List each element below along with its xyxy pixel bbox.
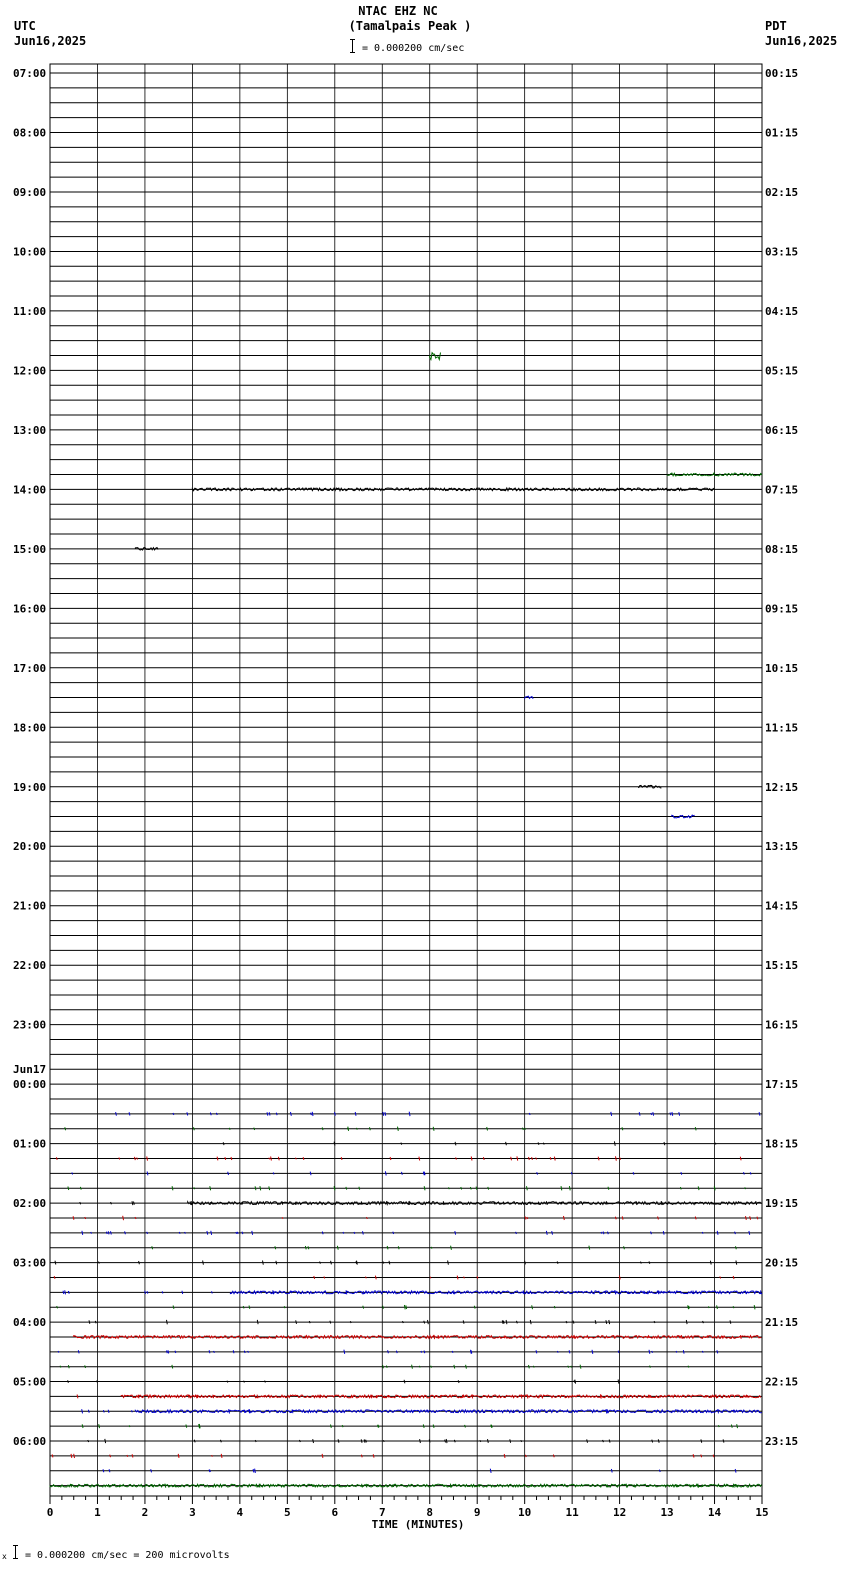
plot-frame <box>50 64 762 1496</box>
x-tick-label: 5 <box>284 1506 291 1519</box>
utc-hour-label: 10:00 <box>13 245 47 259</box>
utc-hour-label: 16:00 <box>13 602 47 616</box>
x-tick-label: 10 <box>518 1506 532 1519</box>
pdt-hour-label: 17:15 <box>765 1078 799 1092</box>
pdt-hour-label: 18:15 <box>765 1137 799 1151</box>
utc-hour-label: 04:00 <box>13 1316 47 1330</box>
pdt-hour-label: 05:15 <box>765 364 799 378</box>
utc-hour-label: 08:00 <box>13 126 47 140</box>
x-tick-label: 8 <box>426 1506 434 1519</box>
pdt-hour-label: 13:15 <box>765 840 799 854</box>
footer-scale-label: = 0.000200 cm/sec = 200 microvolts <box>25 1550 230 1561</box>
pdt-hour-label: 03:15 <box>765 245 799 259</box>
x-tick-label: 11 <box>565 1506 579 1519</box>
utc-hour-label: 05:00 <box>13 1375 47 1389</box>
seismic-event <box>430 353 441 360</box>
pdt-hour-label: 06:15 <box>765 423 799 437</box>
x-axis-label: TIME (MINUTES) <box>371 1518 465 1531</box>
pdt-hour-label: 09:15 <box>765 602 799 616</box>
pdt-hour-label: 21:15 <box>765 1316 799 1330</box>
left-timezone: UTC <box>14 19 36 33</box>
utc-hour-label: 19:00 <box>13 780 47 794</box>
station-title: NTAC EHZ NC <box>358 4 438 18</box>
x-tick-label: 9 <box>473 1506 481 1519</box>
right-date: Jun16,2025 <box>765 34 838 48</box>
pdt-hour-label: 20:15 <box>765 1256 799 1270</box>
seismic-event <box>192 488 714 491</box>
pdt-hour-label: 04:15 <box>765 304 799 318</box>
utc-hour-label: 21:00 <box>13 899 47 913</box>
left-date: Jun16,2025 <box>14 34 87 48</box>
pdt-hour-label: 08:15 <box>765 542 799 556</box>
x-tick-label: 2 <box>141 1506 149 1519</box>
x-tick-label: 7 <box>378 1506 386 1519</box>
pdt-hour-label: 01:15 <box>765 126 799 140</box>
utc-hour-label: 14:00 <box>13 483 47 497</box>
pdt-hour-label: 14:15 <box>765 899 799 913</box>
x-tick-label: 14 <box>707 1506 722 1519</box>
utc-hour-label: 06:00 <box>13 1435 47 1449</box>
utc-hour-label: 01:00 <box>13 1137 47 1151</box>
utc-hour-label: 23:00 <box>13 1018 47 1032</box>
right-timezone: PDT <box>765 19 787 33</box>
pdt-hour-label: 23:15 <box>765 1435 799 1449</box>
utc-hour-label: 13:00 <box>13 423 47 437</box>
pdt-hour-label: 15:15 <box>765 959 799 973</box>
footer-marker: x <box>2 1552 7 1561</box>
pdt-hour-label: 00:15 <box>765 67 799 80</box>
x-tick-label: 4 <box>236 1506 244 1519</box>
x-tick-label: 3 <box>189 1506 196 1519</box>
pdt-hour-label: 22:15 <box>765 1375 799 1389</box>
site-title: (Tamalpais Peak ) <box>348 19 472 33</box>
utc-hour-label: 07:00 <box>13 67 47 80</box>
utc-hour-label: 11:00 <box>13 304 47 318</box>
utc-hour-label: 17:00 <box>13 661 47 675</box>
utc-hour-label: 09:00 <box>13 185 47 199</box>
x-tick-label: 0 <box>46 1506 54 1519</box>
utc-hour-label: 03:00 <box>13 1256 47 1270</box>
utc-hour-label: 12:00 <box>13 364 47 378</box>
x-tick-label: 12 <box>612 1506 627 1519</box>
utc-hour-label: 00:00 <box>13 1078 47 1092</box>
x-tick-label: 15 <box>755 1506 769 1519</box>
utc-date-label: Jun17 <box>13 1063 47 1077</box>
footer-scale-bar-icon <box>15 1545 16 1559</box>
utc-hour-label: 20:00 <box>13 840 47 854</box>
pdt-hour-label: 19:15 <box>765 1197 799 1211</box>
scale-label: = 0.000200 cm/sec <box>362 43 465 54</box>
utc-hour-label: 15:00 <box>13 542 47 556</box>
pdt-hour-label: 07:15 <box>765 483 799 497</box>
utc-hour-label: 22:00 <box>13 959 47 973</box>
utc-hour-label: 18:00 <box>13 721 47 735</box>
x-tick-label: 6 <box>331 1506 339 1519</box>
pdt-hour-label: 10:15 <box>765 661 799 675</box>
utc-hour-label: 02:00 <box>13 1197 47 1211</box>
x-tick-label: 1 <box>94 1506 101 1519</box>
pdt-hour-label: 02:15 <box>765 185 799 199</box>
pdt-hour-label: 16:15 <box>765 1018 799 1032</box>
pdt-hour-label: 12:15 <box>765 780 799 794</box>
pdt-hour-label: 11:15 <box>765 721 799 735</box>
x-tick-label: 13 <box>660 1506 674 1519</box>
